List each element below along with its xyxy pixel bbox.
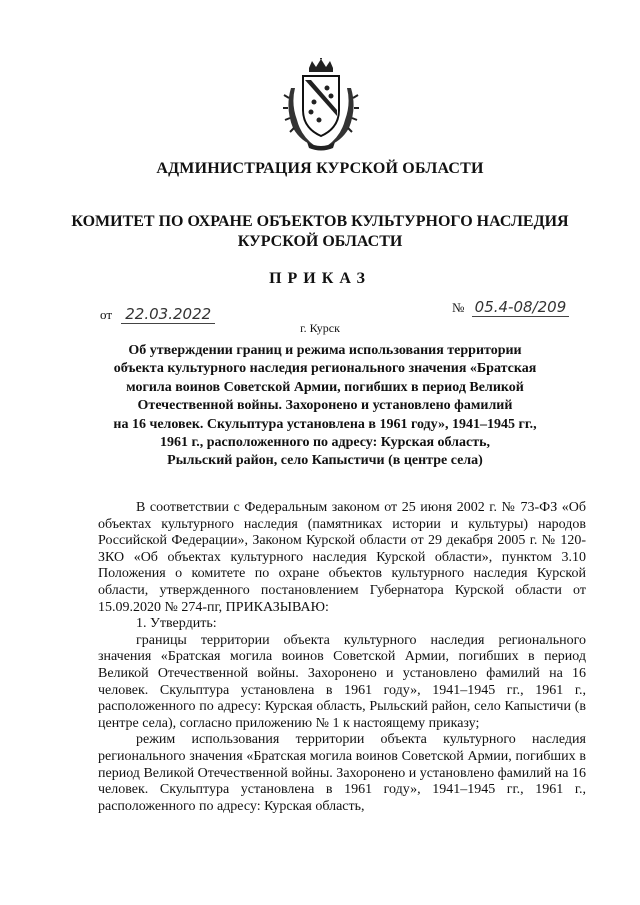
subject-line: объекта культурного наследия регионального значения «Братская: [113, 361, 537, 377]
city-label: г. Курск: [300, 321, 340, 335]
committee-title-line-1: КОМИТЕТ ПО ОХРАНЕ ОБЪЕКТОВ КУЛЬТУРНОГО НАСЛЕДИЯ: [71, 213, 569, 230]
preamble-paragraph: В соответствии с Федеральным законом от 25 июня 2002 г. № 73-ФЗ «Об объектах культурного наследия (памятниках истории и культуры) народов Российской Федерации», Законом Курской области от 29 декабря 2005 г. № 120-ЗКО «Об объектах культурного наследия Курской области», пунктом 3.10 Положения о комитете по охране объектов культурного наследия Курской области, утвержденного постановлением Губернатора Курской области от 15.09.2020 № 274-пг, ПРИКАЗЫВАЮ:: [98, 500, 586, 615]
committee-title: [60, 212, 580, 252]
subject-line: могила воинов Советской Армии, погибших в период Великой: [126, 379, 524, 395]
committee-title-line-2: КУРСКОЙ ОБЛАСТИ: [237, 233, 403, 250]
subject-line: Отечественной войны. Захоронено и установлено фамилий: [137, 398, 513, 414]
clause-1-regime-paragraph: режим использования территории объекта культурного наследия регионального значения «Братская могила воинов Советской Армии, погибших в период Великой Отечественной войны. Захоронено и установлено фамилий на 16 человек. Скульптура установлена в 1961 году», 1941–1945 гг., 1961 г., расположенного по адресу: Курская область,: [98, 732, 586, 814]
order-body: [98, 500, 586, 815]
administration-title: АДМИНИСТРАЦИЯ КУРСКОЙ ОБЛАСТИ: [156, 160, 484, 177]
handwritten-number: 05.4-08/209: [472, 298, 570, 317]
clause-1-heading: 1. Утвердить:: [136, 616, 217, 632]
clause-1-boundaries-paragraph: границы территории объекта культурного наследия регионального значения «Братская могила воинов Советской Армии, погибших в период Великой Отечественной войны. Захоронено и установлено фамилий на 16 человек. Скульптура установлена в 1961 году», 1941–1945 гг., 1961 г., расположенного по адресу: Курская область, Рыльский район, село Капыстичи (в центре села), согласно приложению № 1 к настоящему приказу;: [98, 632, 586, 731]
date-prefix: от: [100, 307, 113, 322]
subject-line: Об утверждении границ и режима использования территории: [128, 343, 522, 358]
subject-line: на 16 человек. Скульптура установлена в 1961 году», 1941–1945 гг.,: [113, 416, 537, 432]
coat-of-arms-emblem: [281, 58, 361, 153]
order-number: [452, 298, 569, 316]
order-subject-heading: [95, 342, 555, 471]
number-prefix: №: [452, 300, 465, 315]
handwritten-date: 22.03.2022: [121, 305, 215, 324]
document-type-heading: ПРИКАЗ: [269, 270, 371, 287]
subject-line: Рыльский район, село Капыстичи (в центре села): [167, 453, 483, 469]
subject-line: 1961 г., расположенного по адресу: Курская область,: [159, 435, 491, 451]
